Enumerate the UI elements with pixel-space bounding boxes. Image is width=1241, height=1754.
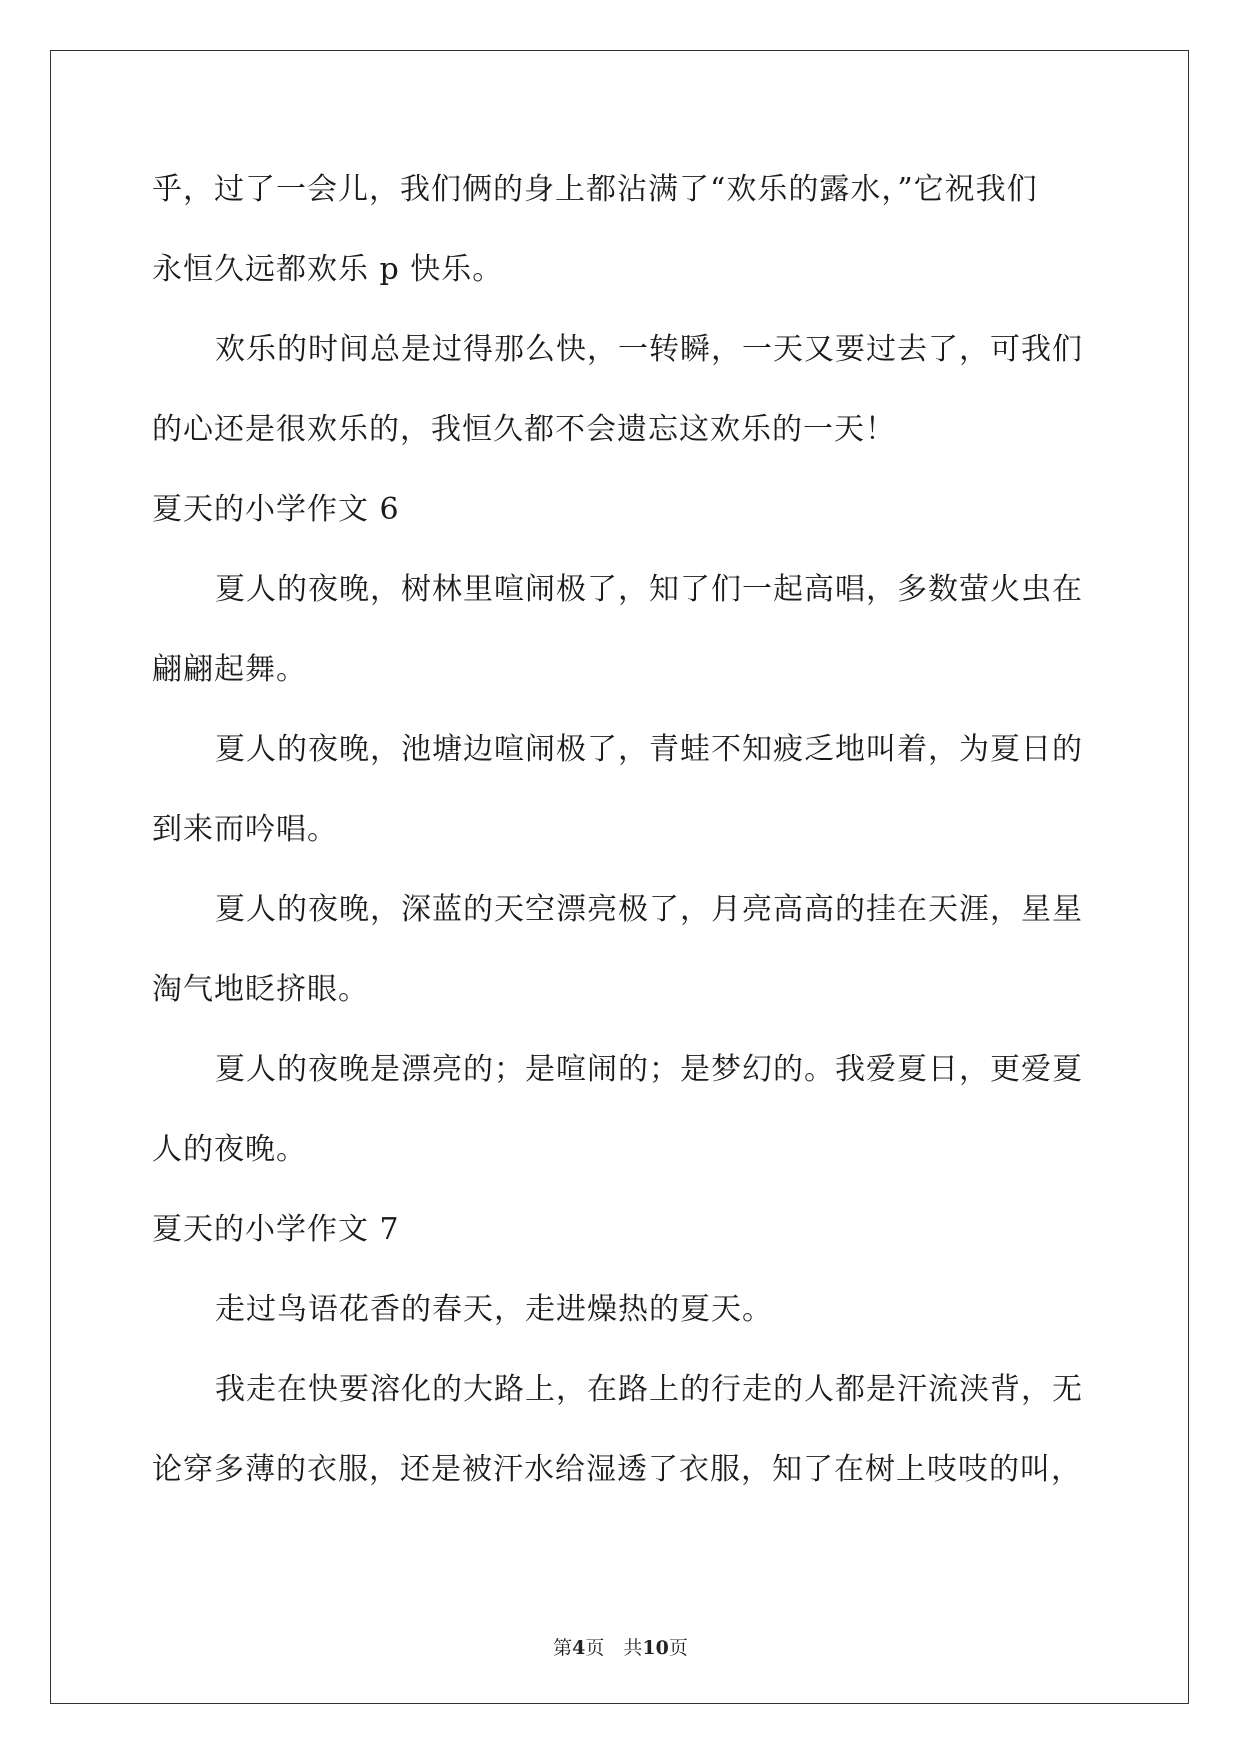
paragraph-start-line: 夏人的夜晚是漂亮的；是喧闹的；是梦幻的。我爱夏日，更爱夏 (215, 1052, 1083, 1087)
text-line: 翩翩起舞。 (152, 652, 307, 687)
section-heading: 夏天的小学作文 7 (152, 1212, 400, 1247)
paragraph-start-line: 我走在快要溶化的大路上，在路上的行走的人都是汗流浃背，无 (215, 1372, 1083, 1407)
paragraph-start-line: 夏人的夜晚，深蓝的天空漂亮极了，月亮高高的挂在天涯，星星 (215, 892, 1083, 927)
section-heading: 夏天的小学作文 6 (152, 492, 400, 527)
footer-suffix: 页 (668, 1637, 688, 1659)
page-footer (0, 1636, 1241, 1660)
text-line: 永恒久远都欢乐 p 快乐。 (152, 252, 504, 287)
current-page-number: 4 (572, 1637, 586, 1659)
total-pages-number: 10 (642, 1637, 669, 1659)
text-line: 的心还是很欢乐的，我恒久都不会遗忘这欢乐的一天！ (152, 412, 896, 447)
paragraph-start-line: 夏人的夜晚，树林里喧闹极了，知了们一起高唱，多数萤火虫在 (215, 572, 1083, 607)
text-line: 淘气地眨挤眼。 (152, 972, 369, 1007)
text-line: 人的夜晚。 (152, 1132, 307, 1167)
footer-middle: 页 共 (585, 1637, 643, 1659)
paragraph-start-line: 欢乐的时间总是过得那么快，一转瞬，一天又要过去了，可我们 (215, 332, 1083, 367)
text-line: 乎，过了一会儿，我们俩的身上都沾满了“欢乐的露水，”它祝我们 (152, 172, 1038, 207)
paragraph-start-line: 夏人的夜晚，池塘边喧闹极了，青蛙不知疲乏地叫着，为夏日的 (215, 732, 1083, 767)
footer-prefix: 第 (553, 1637, 573, 1659)
paragraph-start-line: 走过鸟语花香的春天，走进燥热的夏天。 (215, 1292, 773, 1327)
text-line: 论穿多薄的衣服，还是被汗水给湿透了衣服，知了在树上吱吱的叫， (152, 1452, 1082, 1487)
text-line: 到来而吟唱。 (152, 812, 338, 847)
